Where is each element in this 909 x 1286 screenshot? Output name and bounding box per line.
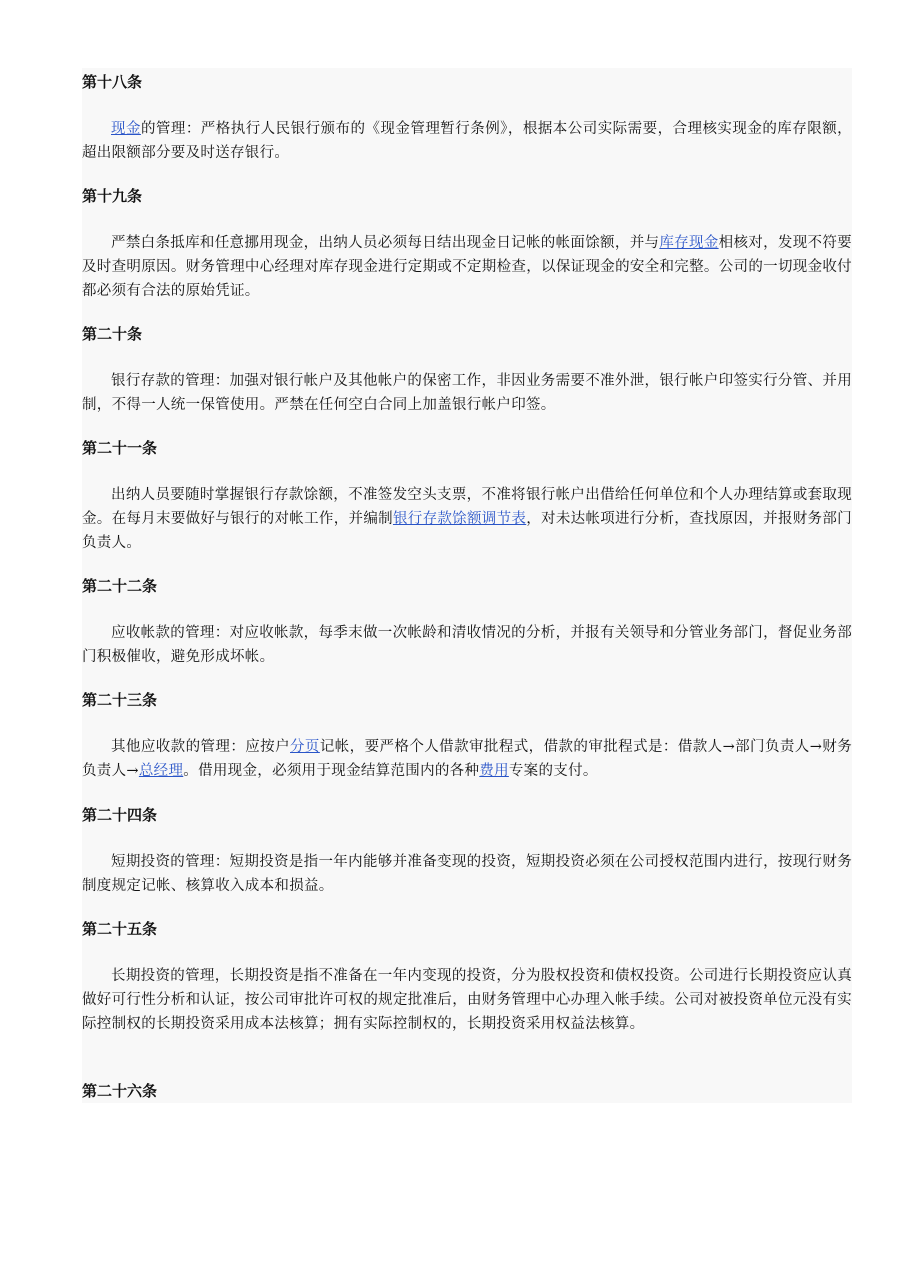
glossary-link[interactable]: 银行存款馀额调节表 xyxy=(392,511,527,527)
article-body xyxy=(82,483,852,555)
article-heading: 第二十条 xyxy=(82,325,143,343)
glossary-link[interactable]: 现金 xyxy=(111,121,141,137)
body-text: 的管理：严格执行人民银行颁布的《现金管理暂行条例》，根据本公司实际需要，合理核实现金的库存限额，超出限额部分要及时送存银行。 xyxy=(82,121,852,161)
article-heading: 第二十一条 xyxy=(82,439,158,457)
article-2 xyxy=(82,186,852,303)
article-9 xyxy=(82,1081,852,1101)
article-heading: 第二十三条 xyxy=(82,691,158,709)
document-page xyxy=(82,68,852,1103)
body-text: 短期投资的管理：短期投资是指一年内能够并准备变现的投资，短期投资必须在公司授权范围内进行，按现行财务制度规定记帐、核算收入成本和损益。 xyxy=(82,854,852,894)
glossary-link[interactable]: 分页 xyxy=(290,739,320,755)
body-text: 银行存款的管理：加强对银行帐户及其他帐户的保密工作，非因业务需要不准外泄，银行帐户印签实行分管、并用制，不得一人统一保管使用。严禁在任何空白合同上加盖银行帐户印签。 xyxy=(82,373,852,413)
glossary-link[interactable]: 费用 xyxy=(479,763,509,779)
glossary-link[interactable]: 总经理 xyxy=(138,763,184,779)
article-body xyxy=(82,231,852,303)
body-text: 专案的支付。 xyxy=(508,763,598,779)
body-text: 应收帐款的管理：对应收帐款，每季末做一次帐龄和清收情况的分析，并报有关领导和分管业务部门，督促业务部门积极催收，避免形成坏帐。 xyxy=(82,625,852,665)
article-8 xyxy=(82,919,852,1036)
article-heading: 第二十二条 xyxy=(82,577,158,595)
article-body xyxy=(82,735,852,783)
article-7 xyxy=(82,805,852,898)
article-4 xyxy=(82,438,852,555)
body-text: 其他应收款的管理：应按户 xyxy=(111,739,290,755)
body-text: 出纳人员要随时掌握银行存款馀额，不准签发空头支票，不准将银行帐户出借给任何单位和个人办理结算或套取现金。在每月末要做好与银行的对帐工作，并编制 xyxy=(82,487,852,527)
body-text: 相核对，发现不符要及时查明原因。财务管理中心经理对库存现金进行定期或不定期检查，以保证现金的安全和完整。公司的一切现金收付都必须有合法的原始凭证。 xyxy=(82,235,852,299)
article-body xyxy=(82,850,852,898)
body-text: 严禁白条抵库和任意挪用现金，出纳人员必须每日结出现金日记帐的帐面馀额，并与 xyxy=(111,235,660,251)
article-body xyxy=(82,117,852,165)
article-body xyxy=(82,964,852,1036)
article-6 xyxy=(82,690,852,783)
glossary-link[interactable]: 库存现金 xyxy=(659,235,719,251)
body-text: 记帐，要严格个人借款审批程式，借款的审批程式是：借款人→部门负责人→财务负责人→ xyxy=(82,739,852,779)
article-heading: 第十八条 xyxy=(82,73,143,91)
article-heading: 第二十四条 xyxy=(82,806,158,824)
article-body xyxy=(82,621,852,669)
body-text: 。借用现金，必须用于现金结算范围内的各种 xyxy=(183,763,480,779)
article-5 xyxy=(82,576,852,669)
body-text: 长期投资的管理，长期投资是指不准备在一年内变现的投资，分为股权投资和债权投资。公司进行长期投资应认真做好可行性分析和认证，按公司审批许可权的规定批准后，由财务管理中心办理入帐手续。公司对被投资单位元没有实际控制权的长期投资采用成本法核算；拥有实际控制权的，长期投资采用权益法核算。 xyxy=(82,968,852,1032)
body-text: ，对未达帐项进行分析，查找原因，并报财务部门负责人。 xyxy=(82,511,852,551)
article-heading: 第二十五条 xyxy=(82,920,158,938)
article-heading: 第十九条 xyxy=(82,187,143,205)
article-1 xyxy=(82,72,852,165)
article-heading: 第二十六条 xyxy=(82,1082,158,1100)
article-body xyxy=(82,369,852,417)
article-3 xyxy=(82,324,852,417)
